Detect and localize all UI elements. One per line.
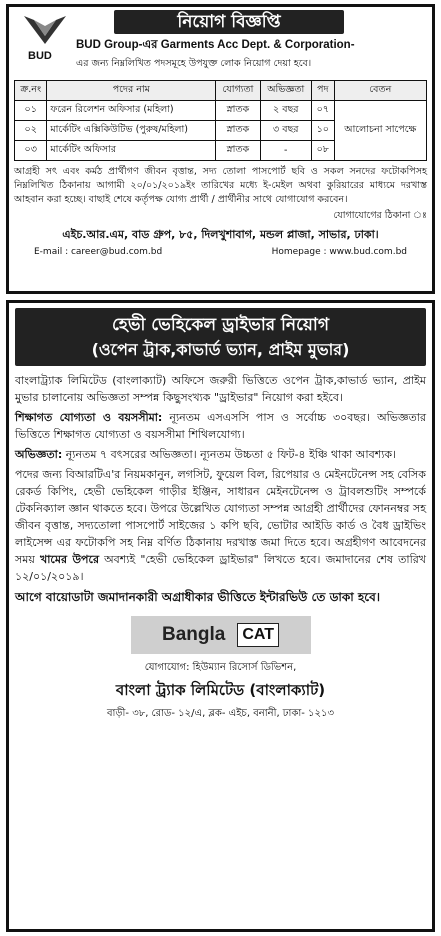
row-posts: ০৭ — [311, 101, 334, 121]
row-position: মার্কেটিং এক্সিকিউটিভ (পুরুষ/মহিলা) — [47, 121, 216, 141]
web-contacts — [14, 247, 427, 257]
col-qualification: যোগ্যতা — [216, 81, 260, 101]
col-posts: পদ — [311, 81, 334, 101]
col-position: পদের নাম — [47, 81, 216, 101]
education-text: ন্যূনতম এসএসসি পাস ও সর্বোচ্চ ৩০বছর। অভিজ্ঞতার ভিত্তিতে শিক্ষাগত যোগ্যতা ও বয়সসীমা শিথিলযোগ্য। — [15, 411, 427, 441]
col-experience: অভিজ্ঞতা — [260, 81, 311, 101]
details-text: পদের জন্য বিআরটিএ'র নিয়মকানুন, লগসিট, ফুয়েল বিল, রিপেয়ার ও মেইনটেনেন্স সহ বেসিক রেকর্ড কিপিং, হেভী ভেহিকেল গাড়ীর ইঞ্জিন, সাধারন মেইনটেনেন্স ও ট্রাবলশুটিং সম্পর্কে টেকনিক্যাল জ্ঞান থাকতে হবে। উপরে উল্লেখিত যোগ্যতা সম্পন্ন আগ্রহী প্রার্থীদের ফোননম্বর সহ জীবন বৃত্তান্ত, সদ্যতোলা পাসপোর্ট সাইজের ১ কপি ছবি, ভোটার আইডি কার্ড ও বৈধ ড্রাইভিং লাইসেন্স এর ফটোকপি সহ নিম্ন বর্ণিত ঠিকানায় দরখাস্ত জমা দিতে হবে। অগ্রহীগণ আবেদনের সময় — [15, 468, 426, 566]
row-posts: ১০ — [311, 121, 334, 141]
contact-line: যোগাযোগ: হিউম্যান রিসোর্স ডিভিশন, — [144, 662, 297, 673]
table-header-row — [15, 81, 427, 101]
company-line: BUD Group-এর Garments Acc Dept. & Corporation- — [76, 39, 355, 51]
subtitle: এর জন্য নিম্নলিখিত পদসমূহে উপযুক্ত লোক নিয়োগ দেয়া হবে। — [76, 58, 312, 69]
education-label: শিক্ষাগত যোগ্যতা ও বয়সসীমা: — [15, 411, 163, 424]
ad-title-block — [15, 308, 426, 366]
company-name: বাংলা ট্র্যাক লিমিটেড (বাংলাক্যাট) — [115, 681, 326, 699]
ad-title: নিয়োগ বিজ্ঞপ্তি — [114, 10, 344, 34]
row-position: ফরেন রিলেশন অফিসার (মহিলা) — [47, 101, 216, 121]
education-paragraph — [15, 409, 426, 443]
row-qualification: স্নাতক — [216, 101, 260, 121]
ad-footer — [15, 660, 426, 723]
row-posts: ০৮ — [311, 141, 334, 161]
table-row — [15, 101, 427, 121]
salary-cell: আলোচনা সাপেক্ষে — [334, 101, 426, 161]
row-experience: ৩ বছর — [260, 121, 311, 141]
bud-logo-icon — [22, 10, 68, 50]
row-qualification: স্নাতক — [216, 141, 260, 161]
details-emphasis: খামের উপরে — [40, 553, 99, 566]
row-qualification: স্নাতক — [216, 121, 260, 141]
contact-label: যোগাযোগের ঠিকানা ঃ — [333, 210, 427, 221]
banglacat-job-ad — [6, 300, 435, 932]
experience-text: ন্যূনতম ৭ বৎসরের অভিজ্ঞতা। ন্যূনতম উচ্চতা ৫ ফিট-৪ ইঞ্চি থাকা আবশ্যক। — [62, 448, 397, 461]
homepage-link[interactable]: Homepage : www.bud.com.bd — [271, 247, 407, 257]
bud-logo — [14, 10, 76, 70]
bud-group-job-ad — [6, 4, 435, 294]
logo-text: BUD — [28, 50, 52, 62]
intro-paragraph: বাংলাট্র্যাক লিমিটেড (বাংলাক্যাট) অফিসে জরুরী ভিত্তিতে ওপেন ট্রাক,কাভার্ড ভ্যান, প্রাইম মুভার চালানোয় অভিজ্ঞতা সম্পন্ন কিছুসংখ্যক "ড্রাইভার" নিয়োগ করা হইবে। — [15, 374, 426, 404]
ad-subtitle: (ওপেন ট্রাক,কাভার্ড ভ্যান, প্রাইম মুভার) — [91, 340, 350, 359]
email-link[interactable]: E-mail : career@bud.com.bd — [34, 247, 163, 257]
experience-label: অভিজ্ঞতা: — [15, 448, 63, 461]
row-serial: ০১ — [15, 101, 47, 121]
row-experience: - — [260, 141, 311, 161]
col-serial: ক্র.নং — [15, 81, 47, 101]
details-text-end: অবশ্যই "হেভী ভেহিকেল ড্রাইভার" লিখতে হবে। জমাদানের শেষ তারিখ ১২/০১/২০১৯। — [15, 553, 426, 583]
contact-address: এইচ.আর.এম, বাড গ্রুপ, ৮৫, দিলখুশাবাগ, মন্ডল প্লাজা, সাভার, ঢাকা। — [62, 228, 379, 241]
jobs-table — [14, 80, 427, 161]
col-salary: বেতন — [334, 81, 426, 101]
experience-paragraph — [15, 446, 426, 463]
banglacat-logo — [131, 616, 311, 654]
application-instructions: আগ্রহী সৎ এবং কর্মঠ প্রার্থীগণ জীবন বৃত্তান্ত, সদ্য তোলা পাসপোর্ট ছবি ও সকল সনদের ফটোকপিসহ নিম্নলিখিত ঠিকানায় আগামী ২০/০১/২০১৯ইং তারিখের মধ্যে ই-মেইল অথবা কুরিয়ারের মাধ্যমে দরখাস্ত আহবান করা হচ্ছে। বাছাই শেষে কর্তৃপক্ষ যোগ্য প্রার্থী / প্রার্থীনীর সাথে যোগাযোগ করবেন। — [14, 166, 427, 205]
row-serial: ০২ — [15, 121, 47, 141]
brand-name: Bangla — [161, 624, 226, 645]
cat-logo: CAT — [237, 623, 279, 647]
row-experience: ২ বছর — [260, 101, 311, 121]
ad-header — [14, 10, 427, 76]
company-address: বাড়ী- ৩৮, রোড- ১২/এ, ব্লক- এইচ, বনানী, ঢাকা- ১২১৩ — [106, 708, 335, 719]
priority-note: আগে বায়োডাটা জমাদানকারী অগ্রাধীকার ভীত্তিতে ইন্টারভিউ তে ডাকা হবে। — [15, 590, 381, 604]
row-position: মার্কেটিং অফিসার — [47, 141, 216, 161]
row-serial: ০৩ — [15, 141, 47, 161]
details-paragraph — [15, 466, 426, 585]
ad-body — [15, 372, 426, 606]
ad-title: হেভী ভেহিকেল ড্রাইভার নিয়োগ — [112, 315, 329, 335]
